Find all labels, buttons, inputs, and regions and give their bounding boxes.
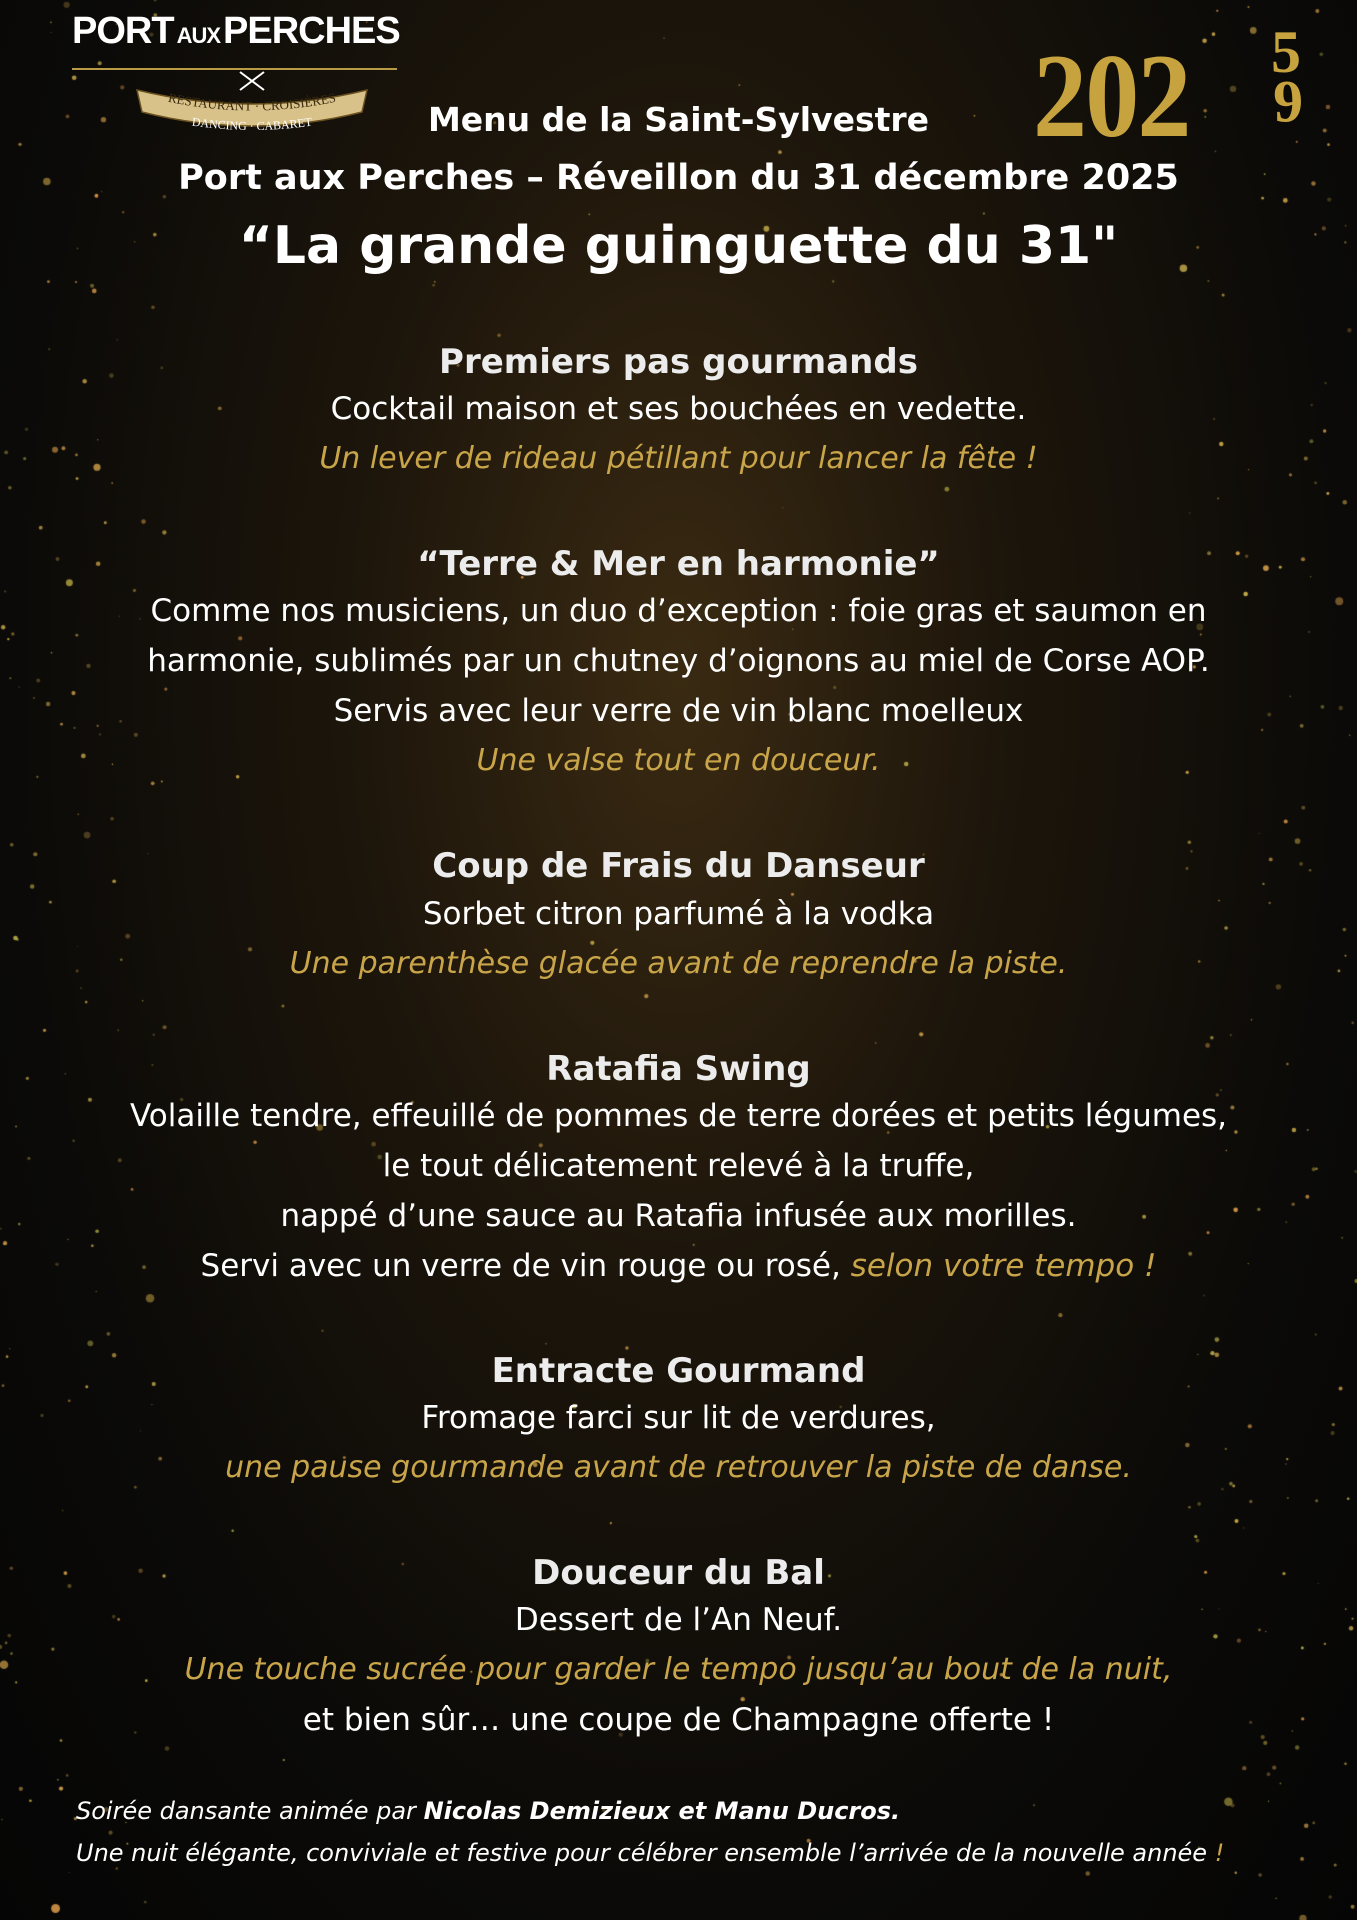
section-tagline: Une valse tout en douceur.	[476, 743, 881, 779]
section-tagline: Une parenthèse glacée avant de reprendre la piste.	[289, 945, 1068, 981]
menu-section-premiers-pas	[0, 340, 1357, 484]
section-title: Coup de Frais du Danseur	[432, 846, 925, 887]
footer-entertainers	[76, 1790, 1336, 1832]
footer-entertainers-names: Nicolas Demizieux et Manu Ducros.	[423, 1797, 901, 1825]
svg-text:DANCING · CABARET: DANCING · CABARET	[191, 114, 313, 134]
menu-section-terre-mer	[0, 542, 1357, 786]
section-line: Volaille tendre, effeuillé de pommes de terre dorées et petits légumes,	[129, 1097, 1228, 1134]
svg-text:RESTAURANT · CROISIÈRES: RESTAURANT · CROISIÈRES	[167, 89, 337, 114]
section-line: Comme nos musiciens, un duo d’exception : foie gras et saumon en	[150, 593, 1207, 630]
section-line: Cocktail maison et ses bouchées en vedette.	[330, 391, 1027, 428]
section-line-mixed	[0, 1241, 1357, 1291]
year-digit-old: 5	[1271, 19, 1301, 85]
section-title: “Terre & Mer en harmonie”	[417, 544, 940, 585]
section-line: Fromage farci sur lit de verdures,	[421, 1399, 936, 1436]
menu-section-entracte	[0, 1349, 1357, 1493]
header-theme-title: “La grande guinguette du 31"	[238, 216, 1119, 276]
section-title: Douceur du Bal	[532, 1552, 825, 1593]
menu-section-coup-de-frais	[0, 844, 1357, 988]
section-line: le tout délicatement relevé à la truffe,	[382, 1147, 975, 1184]
header-event-line: Port aux Perches – Réveillon du 31 décembre 2025	[178, 158, 1179, 198]
section-title: Entracte Gourmand	[491, 1350, 866, 1391]
section-tagline: une pause gourmande avant de retrouver la piste de danse.	[225, 1449, 1132, 1485]
menu-section-ratafia-swing	[0, 1047, 1357, 1291]
menu-sections	[0, 340, 1357, 1803]
menu-section-douceur	[0, 1551, 1357, 1745]
logo-wordmark	[72, 10, 400, 53]
section-line: Servis avec leur verre de vin blanc moelleux	[333, 693, 1024, 730]
year-digit-new: 6	[1273, 69, 1303, 135]
footer	[76, 1790, 1336, 1874]
footer-entertainers-intro: Soirée dansante animée par	[76, 1797, 424, 1825]
section-line-plain: Servi avec un verre de vin rouge ou rosé,	[200, 1247, 851, 1284]
footer-tagline-text: Une nuit élégante, conviviale et festive pour célébrer ensemble l’arrivée de la nouvelle année	[76, 1839, 1215, 1867]
section-line-gold: selon votre tempo !	[850, 1247, 1157, 1284]
year-main-digits: 202	[1033, 29, 1190, 162]
section-line: Sorbet citron parfumé à la vodka	[422, 895, 935, 932]
section-line: et bien sûr… une coupe de Champagne offerte !	[302, 1702, 1055, 1739]
logo-word-aux: AUX	[176, 23, 221, 48]
section-title: Ratafia Swing	[546, 1048, 811, 1089]
footer-tagline	[76, 1832, 1336, 1874]
logo-word-perches: PERCHES	[223, 10, 400, 52]
logo-word-port: PORT	[72, 10, 174, 52]
section-title: Premiers pas gourmands	[439, 342, 918, 382]
section-line: harmonie, sublimés par un chutney d’oignons au miel de Corse AOP.	[147, 643, 1210, 680]
header-menu-title: Menu de la Saint-Sylvestre	[427, 100, 930, 139]
section-line: Dessert de l’An Neuf.	[514, 1602, 843, 1639]
section-line: nappé d’une sauce au Ratafia infusée aux morilles.	[280, 1197, 1077, 1234]
footer-tagline-mark: !	[1214, 1839, 1225, 1867]
section-tagline: Une touche sucrée pour garder le tempo jusqu’au bout de la nuit,	[184, 1652, 1173, 1688]
section-tagline: Un lever de rideau pétillant pour lancer la fête !	[319, 441, 1038, 477]
